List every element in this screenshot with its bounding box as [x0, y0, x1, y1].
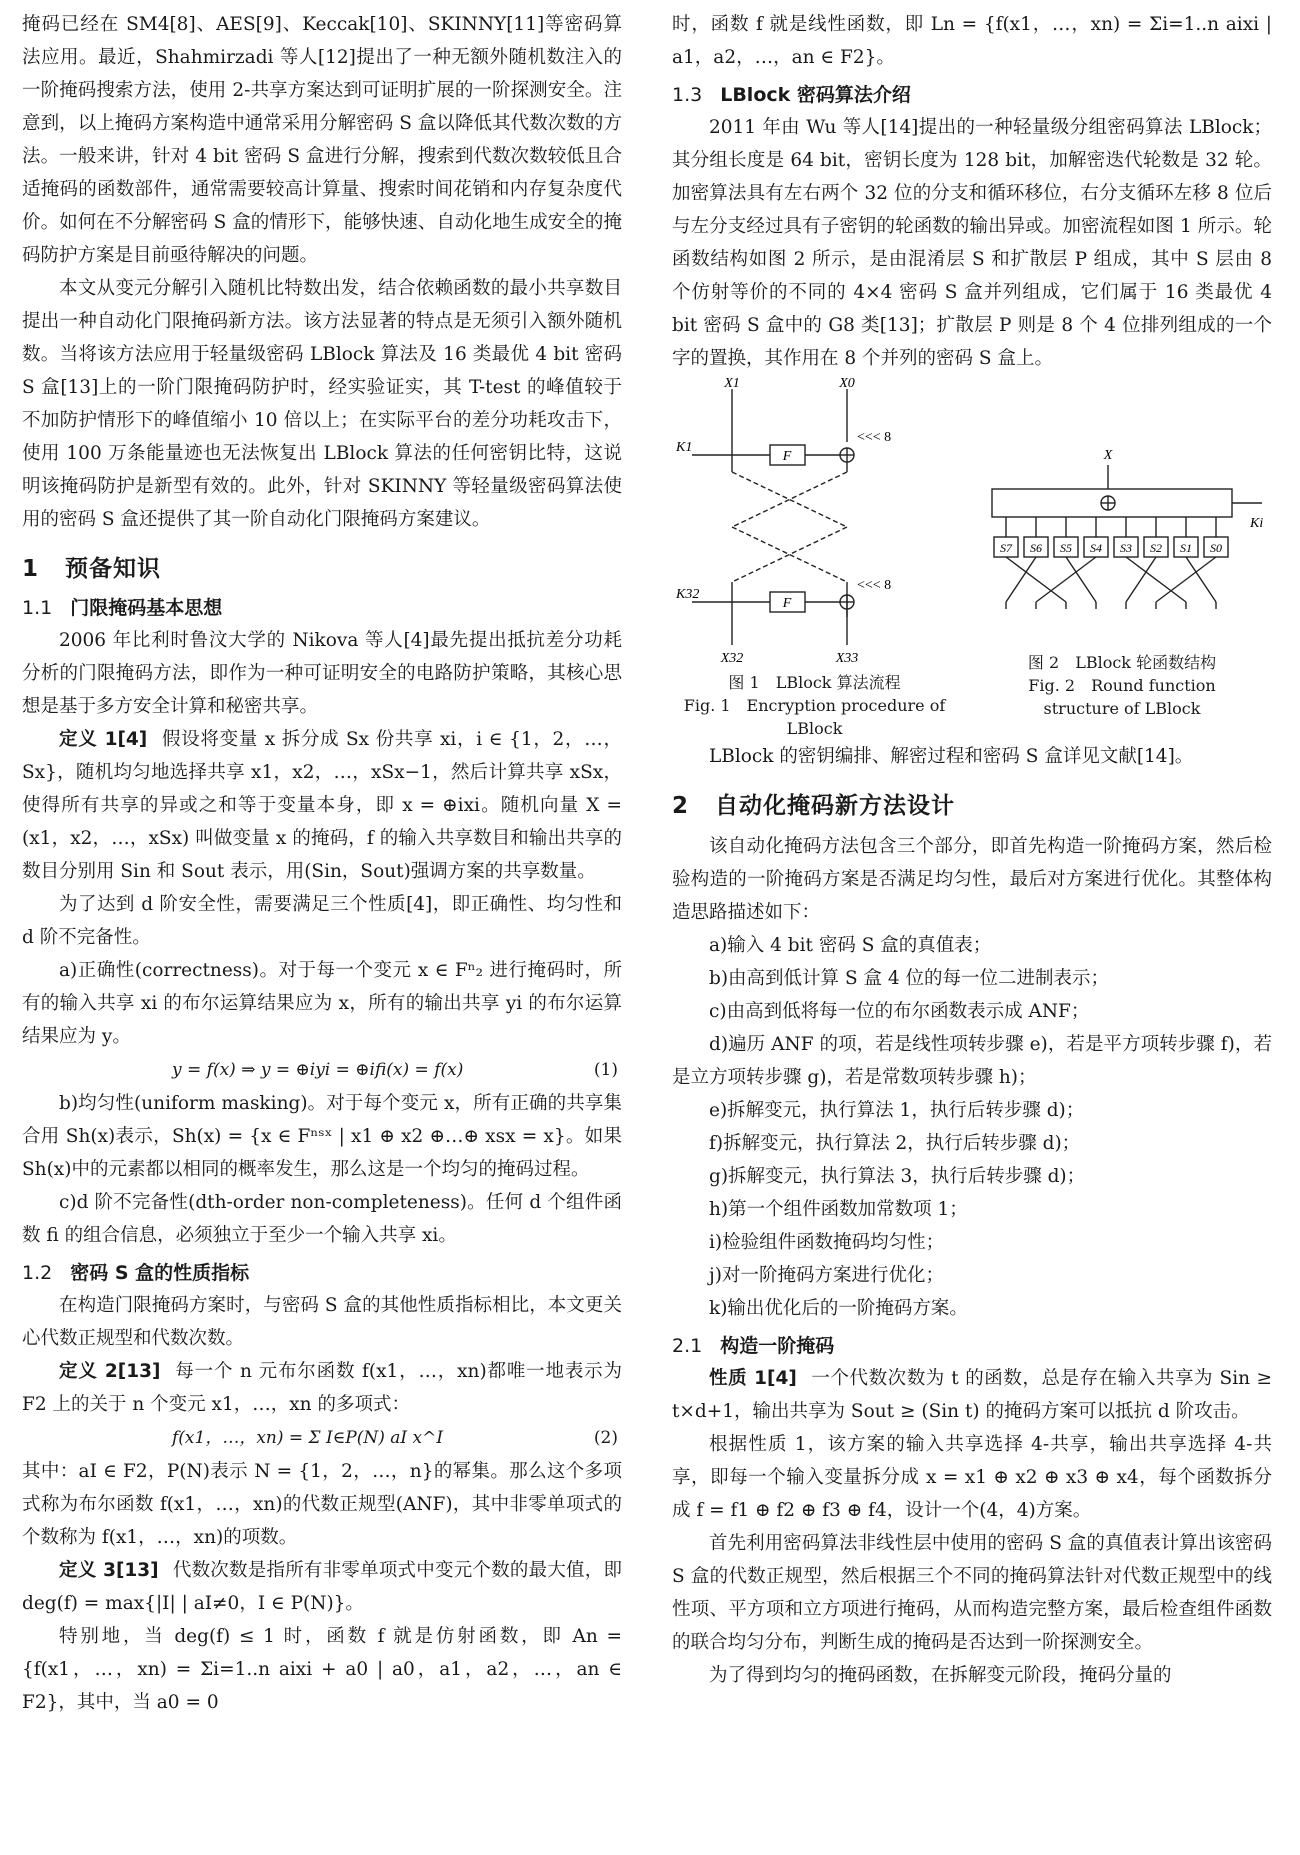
paragraph-three-properties: 为了达到 d 阶安全性，需要满足三个性质[4]，即正确性、均匀性和 d 阶不完备性。 [22, 894, 622, 948]
svg-text:<<< 8: <<< 8 [857, 578, 892, 593]
equation-2: f(x1，…，xn) = Σ I∈P(N) aI x^I (2) [172, 1428, 618, 1448]
svg-text:X: X [1103, 448, 1113, 463]
paragraph-1-3: 2011 年由 Wu 等人[14]提出的一种轻量级分组密码算法 LBlock；其分组长度是 64 bit，密钥长度为 128 bit，加解密迭代轮数是 32 轮。加密算法具有左右两个 32 位的分支和循环移位，右分支循环左移 8 位后与左分支经过具有子密钥的轮函数的输出异或。加密流程如图 1 所示。轮函数结构如图 2 所示，是由混淆层 S 和扩散层 P 组成，其中 S 层由 8 个仿射等价的不同的 4×4 密码 S 盒并列组成，它们属于 16 类最优 4 bit 密码 S 盒中的 G8 类[13]；扩散层 P 则是 8 个 4 位排列组成的一个字的置换，其作用在 8 个并列的密码 S 盒上。 [672, 117, 1272, 369]
section-1-1-heading: 1.1 门限掩码基本思想 [22, 597, 223, 619]
ref14-paragraph: LBlock 的密钥编排、解密过程和密码 S 盒详见文献[14]。 [709, 746, 1194, 767]
svg-text:K1: K1 [676, 440, 693, 455]
section-1-heading: 1 预备知识 [22, 556, 162, 582]
lblock-round-function-diagram [972, 377, 1272, 647]
algorithm-steps [672, 929, 1272, 1325]
affine-paragraph: 特别地，当 deg(f) ≤ 1 时，函数 f 就是仿射函数，即 An = {f(x1，…，xn) = Σi=1..n aixi + a0 | a0，a1，a2，…，an ∈ F2}，其中，当 a0 = 0 [22, 1626, 622, 1713]
equation-1: y = f(x) ⇒ y = ⊕iyi = ⊕ifi(x) = f(x) (1) [172, 1060, 618, 1080]
property-1: 性质 1[4] 一个代数次数为 t 的函数，总是存在输入共享为 Sin ≥ t×d+1，输出共享为 Sout ≥ (Sin t) 的掩码方案可以抵抗 d 阶攻击。 [672, 1368, 1272, 1422]
section-1-2-heading: 1.2 密码 S 盒的性质指标 [22, 1262, 250, 1284]
linear-paragraph: 时，函数 f 就是线性函数，即 Ln = {f(x1，…，xn) = Σi=1..n aixi | a1，a2，…，an ∈ F2}。 [672, 14, 1272, 68]
intro-paragraph-1: 掩码已经在 SM4[8]、AES[9]、Keccak[10]、SKINNY[11]等密码算法应用。最近，Shahmirzadi 等人[12]提出了一种无额外随机数注入的一阶掩码搜索方法，使用 2-共享方案达到可证明扩展的一阶探测安全。注意到，以上掩码方案构造中通常采用分解密码 S 盒以降低其代数次数的方法。一般来讲，针对 4 bit 密码 S 盒进行分解，搜索到代数次数较低且合适掩码的函数部件，通常需要较高计算量、搜索时间花销和内存复杂度代价。如何在不分解密码 S 盒的情形下，能够快速、自动化地生成安全的掩码防护方案是目前亟待解决的问题。 [22, 14, 622, 266]
property-a: a)正确性(correctness)。对于每一个变元 x ∈ Fⁿ₂ 进行掩码时，所有的输入共享 xi 的布尔运算结果应为 x，所有的输出共享 yi 的布尔运算结果应为 y。 [22, 960, 622, 1047]
figure-2 [972, 377, 1272, 740]
lblock-encryption-diagram [672, 377, 957, 667]
svg-text:X0: X0 [839, 377, 855, 391]
definition-1: 定义 1[4] 假设将变量 x 拆分成 Sx 份共享 xi，i ∈ {1，2，…，Sx}，随机均匀地选择共享 x1，x2，…，xSx−1，然后计算共享 xSx，使得所有共享的异或之和等于变量本身，即 x = ⊕ixi。随机向量 X = (x1，x2，…，xSx) 叫做变量 x 的掩码，f 的输入共享数目和输出共享的数目分别用 Sin 和 Sout 表示，用(Sin，Sout)强调方案的共享数量。 [22, 729, 622, 882]
step-item: c)由高到低将每一位的布尔函数表示成 ANF； [709, 1001, 1090, 1022]
svg-text:F: F [782, 596, 792, 611]
step-item: h)第一个组件函数加常数项 1； [709, 1199, 968, 1220]
sbox-label: S5 [1060, 541, 1072, 555]
figure-2-caption-en-1: Fig. 2 Round function [1028, 676, 1216, 695]
sbox-label: S6 [1030, 541, 1042, 555]
final-paragraph: 为了得到均匀的掩码函数，在拆解变元阶段，掩码分量的 [709, 1665, 1172, 1686]
step-item: i)检验组件函数掩码均匀性； [709, 1232, 945, 1253]
section-2-1-heading: 2.1 构造一阶掩码 [672, 1335, 835, 1357]
paragraph-1-1: 2006 年比利时鲁汶大学的 Nikova 等人[4]最先提出抵抗差分功耗分析的门限掩码方法，即作为一种可证明安全的电路防护策略，其核心思想是基于多方安全计算和秘密共享。 [22, 630, 622, 717]
sbox-label: S7 [1000, 541, 1012, 555]
definition-3: 定义 3[13] 代数次数是指所有非零单项式中变元个数的最大值，即 deg(f) = max{|I| | aI≠0，I ∈ P(N)}。 [22, 1560, 622, 1614]
svg-text:<<< 8: <<< 8 [857, 430, 892, 445]
section-1-3-heading: 1.3 LBlock 密码算法介绍 [672, 84, 911, 106]
property-c: c)d 阶不完备性(dth-order non-completeness)。任何 d 个组件函数 fi 的组合信息，必须独立于至少一个输入共享 xi。 [22, 1192, 622, 1246]
step-item: j)对一阶掩码方案进行优化； [709, 1265, 944, 1286]
svg-text:X32: X32 [720, 651, 744, 666]
sbox-label: S1 [1180, 541, 1192, 555]
figure-2-caption-cn: 图 2 LBlock 轮函数结构 [1027, 653, 1217, 672]
anf-paragraph: 其中：aI ∈ F2，P(N)表示 N = {1，2，…，n}的幂集。那么这个多项式称为布尔函数 f(x1，…，xn)的代数正规型(ANF)，其中非零单项式的个数称为 f(x1，…，xn)的项数。 [22, 1461, 622, 1548]
svg-text:F: F [782, 449, 792, 464]
step-item: a)输入 4 bit 密码 S 盒的真值表； [709, 935, 992, 956]
construction-paragraph: 首先利用密码算法非线性层中使用的密码 S 盒的真值表计算出该密码 S 盒的代数正规型，然后根据三个不同的掩码算法针对代数正规型中的线性项、平方项和立方项进行掩码，从而构造完整方案，最后检查组件函数的联合均匀分布，判断生成的掩码是否达到一阶探测安全。 [672, 1533, 1272, 1653]
sbox-label: S0 [1210, 541, 1222, 555]
property-application-paragraph: 根据性质 1，该方案的输入共享选择 4-共享，输出共享选择 4-共享，即每一个输入变量拆分成 x = x1 ⊕ x2 ⊕ x3 ⊕ x4，每个函数拆分成 f = f1 ⊕ f2 ⊕ f3 ⊕ f4，设计一个(4，4)方案。 [672, 1434, 1272, 1521]
left-column [22, 8, 622, 1719]
step-item: f)拆解变元，执行算法 2，执行后转步骤 d)； [709, 1133, 1081, 1154]
step-item: k)输出优化后的一阶掩码方案。 [709, 1298, 968, 1319]
step-item: b)由高到低计算 S 盒 4 位的每一位二进制表示； [709, 968, 1110, 989]
paragraph-1-2: 在构造门限掩码方案时，与密码 S 盒的其他性质指标相比，本文更关心代数正规型和代数次数。 [22, 1295, 622, 1349]
figure-2-caption-en-2: structure of LBlock [1043, 699, 1201, 718]
paragraph-2: 该自动化掩码方法包含三个部分，即首先构造一阶掩码方案，然后检验构造的一阶掩码方案是否满足均匀性，最后对方案进行优化。其整体构造思路描述如下： [672, 836, 1272, 923]
svg-text:K32: K32 [676, 587, 700, 602]
definition-2: 定义 2[13] 每一个 n 元布尔函数 f(x1，…，xn)都唯一地表示为 F2 上的关于 n 个变元 x1，…，xn 的多项式： [22, 1361, 622, 1415]
figure-1-caption-en: Fig. 1 Encryption procedure of LBlock [683, 696, 946, 738]
step-item: d)遍历 ANF 的项，若是线性项转步骤 e)，若是平方项转步骤 f)，若是立方项转步骤 g)，若是常数项转步骤 h)； [672, 1034, 1272, 1088]
figures-row [672, 377, 1272, 740]
figure-1 [672, 377, 957, 740]
sbox-label: S4 [1090, 541, 1102, 555]
svg-text:Ki: Ki [1250, 516, 1264, 531]
section-2-heading: 2 自动化掩码新方法设计 [672, 793, 956, 819]
sbox-label: S2 [1150, 541, 1162, 555]
right-column [672, 8, 1272, 1692]
svg-text:X1: X1 [724, 377, 740, 391]
step-item: g)拆解变元，执行算法 3，执行后转步骤 d)； [709, 1166, 1086, 1187]
property-b: b)均匀性(uniform masking)。对于每个变元 x，所有正确的共享集合用 Sh(x)表示，Sh(x) = {x ∈ Fⁿˢˣ | x1 ⊕ x2 ⊕…⊕ xsx = x}。如果 Sh(x)中的元素都以相同的概率发生，那么这是一个均匀的掩码过程。 [22, 1093, 622, 1180]
step-item: e)拆解变元，执行算法 1，执行后转步骤 d)； [709, 1100, 1085, 1121]
intro-paragraph-2: 本文从变元分解引入随机比特数出发，结合依赖函数的最小共享数目提出一种自动化门限掩码新方法。该方法显著的特点是无须引入额外随机数。当将该方法应用于轻量级密码 LBlock 算法及 16 类最优 4 bit 密码 S 盒[13]上的一阶门限掩码防护时，经实验证实，其 T-test 的峰值较于不加防护情形下的峰值缩小 10 倍以上；在实际平台的差分功耗攻击下，使用 100 万条能量迹也无法恢复出 LBlock 算法的任何密钥比特，这说明该掩码防护是新型有效的。此外，针对 SKINNY 等轻量级密码算法使用的密码 S 盒还提供了其一阶自动化门限掩码方案建议。 [22, 278, 622, 530]
figure-1-caption-cn: 图 1 LBlock 算法流程 [728, 673, 901, 692]
svg-text:X33: X33 [835, 651, 859, 666]
sbox-label: S3 [1120, 541, 1132, 555]
